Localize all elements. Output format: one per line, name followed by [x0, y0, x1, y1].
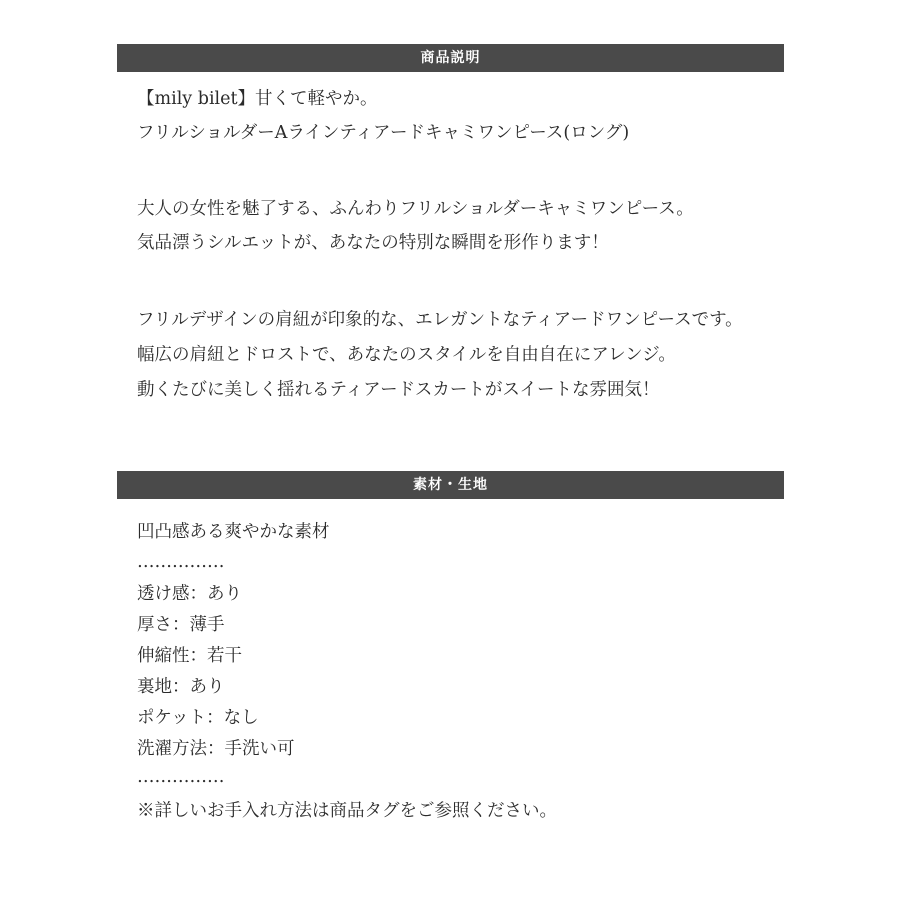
description-line: 気品漂うシルエットが、あなたの特別な瞬間を形作ります！ [137, 233, 609, 253]
material-attribute-stretch: 伸縮性：若干 [137, 646, 242, 666]
material-attribute-lining: 裏地：あり [137, 677, 225, 697]
dotted-separator: …………… [137, 552, 225, 572]
description-line: 大人の女性を魅了する、ふんわりフリルショルダーキャミワンピース。 [137, 199, 694, 219]
material-attribute-pocket: ポケット：なし [137, 708, 259, 728]
description-line: 幅広の肩紐とドロストで、あなたのスタイルを自由自在にアレンジ。 [137, 345, 676, 365]
material-attribute-washing: 洗濯方法：手洗い可 [137, 739, 295, 759]
care-note: ※詳しいお手入れ方法は商品タグをご参照ください。 [137, 801, 557, 821]
product-name-line: フリルショルダーAラインティアードキャミワンピース(ロング) [137, 123, 630, 143]
description-line: フリルデザインの肩紐が印象的な、エレガントなティアードワンピースです。 [137, 310, 743, 330]
material-line: 凹凸感ある爽やかな素材 [137, 522, 330, 542]
brand-line: 【mily bilet】甘くて軽やか。 [137, 89, 378, 109]
section-header-material: 素材・生地 [117, 471, 784, 499]
section-header-description: 商品説明 [117, 44, 784, 72]
material-attribute-thickness: 厚さ：薄手 [137, 615, 225, 635]
dotted-separator: …………… [137, 767, 225, 787]
description-line: 動くたびに美しく揺れるティアードスカートがスイートな雰囲気！ [137, 380, 660, 400]
material-attribute-transparency: 透け感：あり [137, 584, 242, 604]
